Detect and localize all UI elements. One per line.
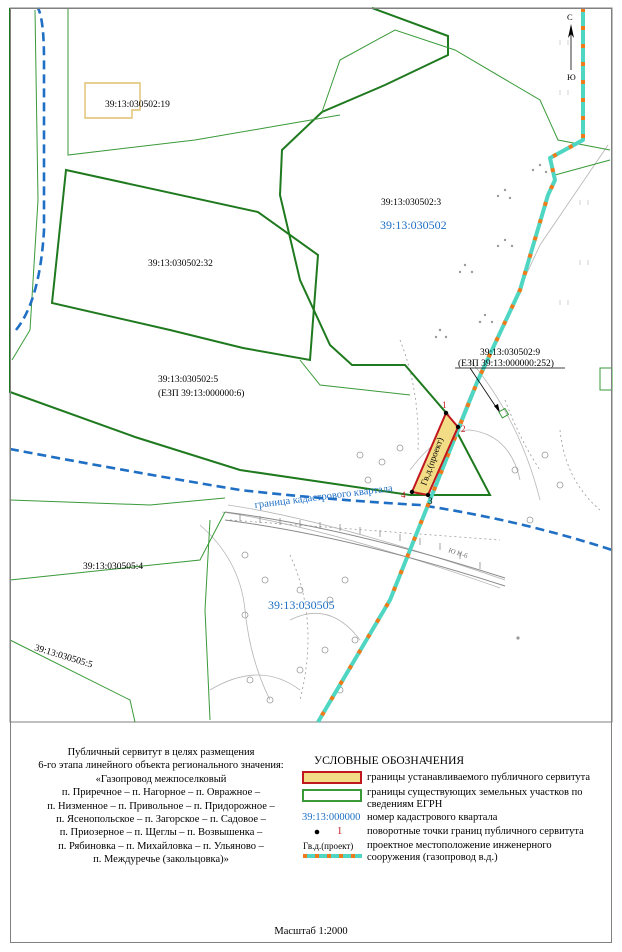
caption-line: Публичный сервитут в целях размещения [67, 747, 255, 758]
point-1 [444, 411, 448, 415]
point-2 [456, 425, 460, 429]
caption-line: п. Низменное – п. Привольное – п. Придорожное – [47, 800, 275, 812]
pipeline-label: Гв.д.(проект) [418, 436, 446, 487]
road-label: Ю Н-6 [447, 546, 469, 561]
label-q502: 39:13:030502 [380, 218, 447, 232]
legend-servitude-text: границы устанавливаемого публичного сервитута [367, 772, 591, 783]
caption-line: п. Приречное – п. Нагорное – п. Овражное – [61, 787, 261, 799]
scale-label: Масштаб 1:2000 [274, 926, 348, 937]
caption-line: 6-го этапа линейного объекта регионального значения: [38, 760, 284, 772]
label-q505: 39:13:030505 [268, 598, 335, 612]
label-p5: 39:13:030502:5 [158, 375, 219, 385]
label-p9-ezp: (ЕЗП 39:13:000000:252) [458, 359, 554, 369]
point-3-label: 3 [428, 496, 433, 506]
label-p505-5: 39:13:030505:5 [33, 643, 94, 671]
legend-parcels-swatch [302, 789, 364, 807]
quarter-boundary-label: граница кадастрового квартала [254, 483, 394, 511]
legend-quarter-text: номер кадастрового квартала [367, 812, 498, 823]
legend-servitude-swatch [302, 771, 364, 789]
point-4 [410, 490, 414, 494]
north-label: С [567, 12, 573, 22]
caption-line: п. Рябиновка – п. Михайловка – п. Ульяново – [58, 840, 264, 852]
point-4-label: 4 [401, 490, 406, 500]
caption-line: п. Междуречье (закольцовка)» [93, 854, 229, 866]
legend-pipeline-text: проектное местоположение инженерного сооружения (газопровод в.д.) [367, 840, 552, 863]
sheet-caption [20, 746, 302, 867]
caption-line: «Газопровод межпоселковый [95, 773, 227, 785]
south-label: Ю [567, 72, 576, 82]
legend-quarter-sample: 39:13:000000 [302, 812, 361, 823]
label-p32: 39:13:030502:32 [148, 259, 213, 269]
point-1-label: 1 [442, 400, 447, 410]
legend-parcels-text: границы существующих земельных участков по сведениям ЕГРН [367, 787, 583, 810]
label-p5-ezp: (ЕЗП 39:13:000000:6) [158, 389, 245, 399]
legend-title: УСЛОВНЫЕ ОБОЗНАЧЕНИЯ [314, 755, 465, 767]
legend-point-number: 1 [337, 826, 343, 837]
label-p3: 39:13:030502:3 [381, 198, 442, 208]
label-p19: 39:13:030502:19 [105, 100, 170, 110]
legend-pipeline-swatch [302, 852, 364, 864]
label-p9: 39:13:030502:9 [480, 348, 541, 358]
caption-line: п. Ясенопольское – п. Загорское – п. Садовое – [56, 814, 266, 826]
legend-points-text: поворотные точки границ публичного сервитута [367, 826, 584, 837]
point-2-label: 2 [461, 424, 466, 434]
legend-point-sample [313, 827, 323, 841]
label-p505-4: 39:13:030505:4 [83, 562, 144, 572]
caption-line: п. Приозерное – п. Щеглы – п. Возвышенка – [59, 827, 263, 839]
legend-pipeline-sample: Гв.д.(проект) [303, 841, 354, 851]
